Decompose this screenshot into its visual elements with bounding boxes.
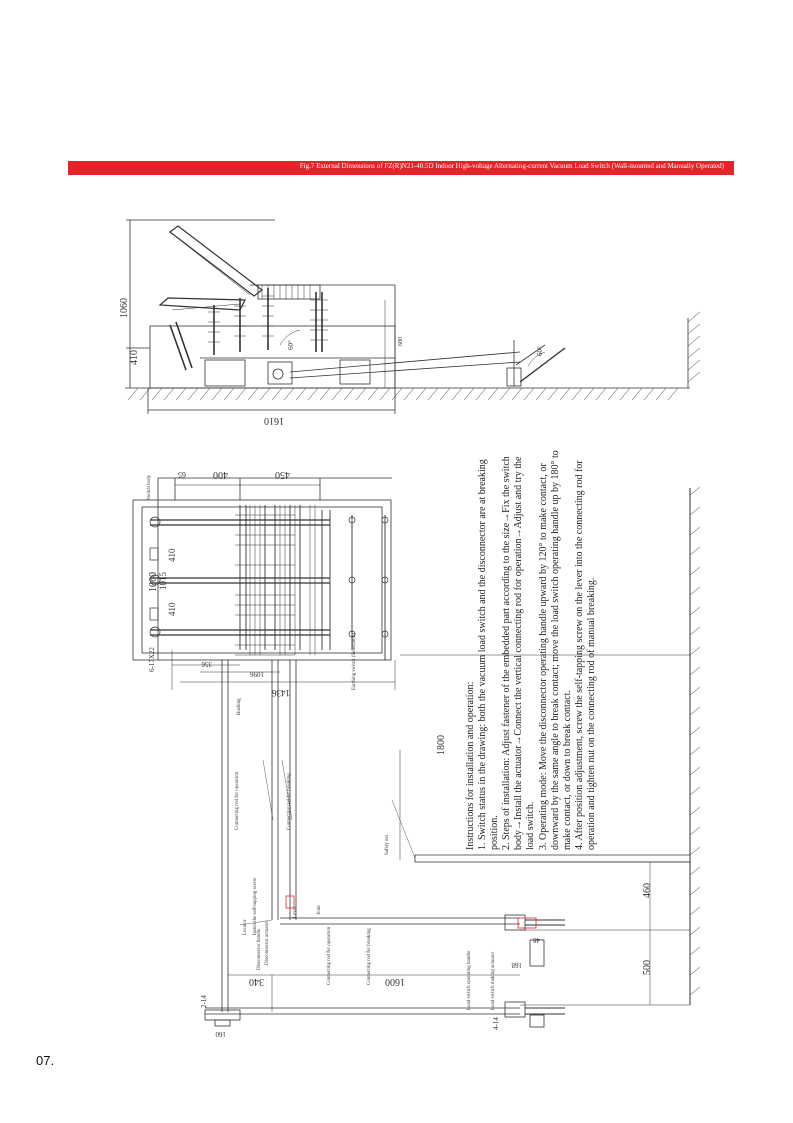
label-connecting-rod-br: Connecting rod for breaking	[287, 773, 292, 830]
label-locator: Locator	[243, 919, 248, 935]
dim-356: 356	[201, 660, 212, 668]
dim-elevation-low: 410	[129, 350, 140, 365]
figure-title: Fig.7 External Dimensions of FZ(R)N21-40.5D Indoor High-voltage Alternating-current Vacuum Load Switch (Wall-mounted and Manually Operated)	[299, 162, 724, 170]
label-switch-body: Switch body	[147, 474, 152, 500]
dim-1060: 1060	[148, 572, 159, 592]
dim-angle-1: 60°	[287, 340, 295, 350]
instruction-item: 1. Switch status in the drawing: both the vacuum load switch and the disconnector are at breaking position.	[477, 459, 501, 850]
dim-160: 160	[215, 1030, 226, 1038]
dim-48: 48	[533, 936, 540, 944]
installation-instructions	[465, 440, 615, 850]
dim-168: 168	[511, 961, 522, 969]
dim-1096: 1096	[250, 670, 264, 678]
label-load-switch-actuator: Load switch making actuator	[491, 951, 496, 1010]
label-fasten-screw: fasten the self-tapping screw	[253, 877, 258, 935]
instruction-item: 3. Operating mode: Move the disconnector operating handle upward by 120° to make contact, or downward by the same angle to break contact; move the load switch operating handle up by 180° to make contact, or down to break contact.	[537, 450, 573, 850]
dim-450: 450	[275, 469, 290, 480]
dim-214: 2-14	[200, 995, 208, 1008]
dim-1800: 1800	[436, 735, 447, 755]
label-lever: Lever	[293, 906, 298, 918]
label-joint: Joint	[317, 905, 322, 915]
label-safety-net: Safety net	[385, 834, 390, 855]
dim-410b: 410	[167, 602, 177, 616]
label-load-switch-handle: Load switch operating handle	[467, 950, 472, 1010]
instructions-title: Instructions for installation and operation:	[465, 681, 476, 850]
dim-elevation-mid: 680	[398, 337, 404, 346]
instruction-item: 4. After position adjustment, screw the self-tapping screw on the lever into the connecting rod for operation and tighten nut on the connecting rod of manual breaking.	[573, 460, 597, 850]
label-disconnector-handle: Disconnector handle	[257, 928, 262, 970]
page-number: 07.	[36, 1053, 55, 1068]
dim-340: 340	[249, 976, 264, 987]
label-earthing-switch: Earthing switch (Selectable)	[352, 633, 357, 690]
dim-elevation-height: 1060	[119, 298, 130, 318]
label-connecting-rod-op2: Connecting rod for operation	[327, 926, 332, 985]
instruction-item: 2. Steps of installation: Adjust fastener of the embedded part according to the size→Fix the switch body→Install the actuator→Connect the vertical connecting rod for operation→Adjust and try the load switch.	[501, 456, 537, 850]
floor-plan-lower	[205, 487, 700, 1027]
dim-500: 500	[642, 960, 653, 975]
dim-elevation-width: 1610	[264, 415, 284, 426]
dim-1015: 1015	[158, 572, 168, 590]
dim-1436: 1436	[272, 688, 290, 698]
dim-bolts: 6-17X22	[148, 647, 156, 672]
dim-1600: 1600	[385, 976, 405, 987]
dim-410a: 410	[167, 548, 177, 562]
elevation-view	[125, 220, 700, 414]
dim-400: 400	[213, 469, 228, 480]
label-disconnector-actuator: Disconnector actuator	[265, 920, 270, 965]
dim-65: 65	[178, 470, 186, 479]
label-connecting-rod-op: Connecting rod for operation	[235, 771, 240, 830]
label-bushing: Bushing	[237, 698, 242, 715]
dim-angle-2: 60°	[536, 346, 544, 356]
label-connecting-rod-br2: Connecting rod for breaking	[367, 928, 372, 985]
dim-460: 460	[642, 883, 653, 898]
dim-414: 4-14	[492, 1017, 500, 1030]
